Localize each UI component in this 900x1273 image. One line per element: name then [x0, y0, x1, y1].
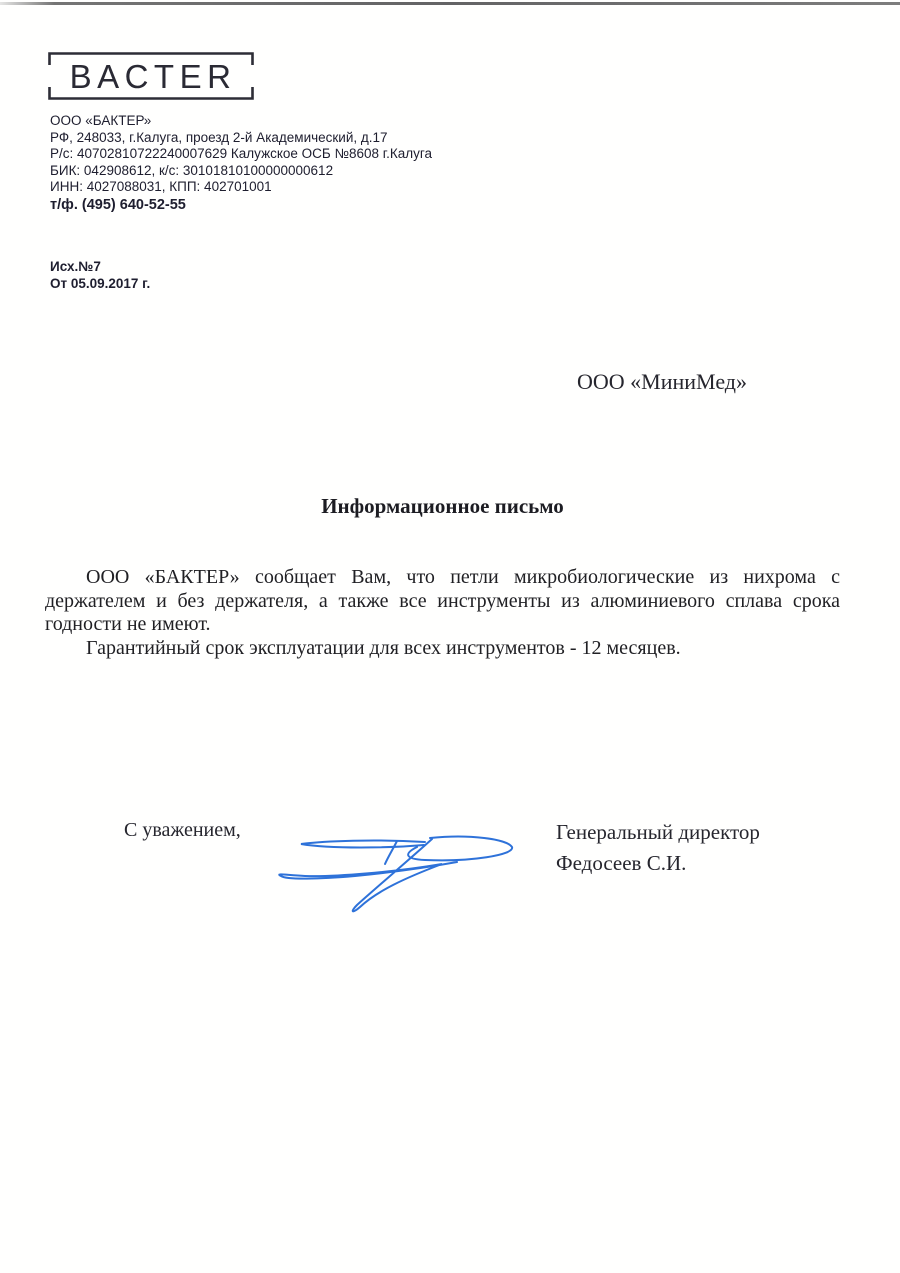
- company-info-block: [50, 113, 432, 214]
- body-line: Гарантийный срок эксплуатации для всех инструментов - 12 месяцев.: [86, 636, 681, 659]
- company-phone-line: т/ф. (495) 640-52-55: [50, 196, 186, 213]
- signer-block: [556, 817, 760, 879]
- letter-title: Информационное письмо: [321, 494, 564, 518]
- closing-salutation: С уважением,: [124, 819, 241, 841]
- body-line: держателем и без держателя, а также все инструменты из алюминиевого сплава срока: [45, 589, 840, 612]
- scan-artifact-line: [0, 2, 900, 5]
- signer-title: Генеральный директор: [556, 820, 760, 844]
- body-line: годности не имеют.: [45, 613, 211, 636]
- company-name-line: ООО «БАКТЕР»: [50, 113, 152, 128]
- signature-strokes: [279, 837, 512, 912]
- company-bik-line: БИК: 042908612, к/с: 30101810100000000612: [50, 162, 334, 178]
- signer-name: Федосеев С.И.: [556, 851, 687, 875]
- reference-date: От 05.09.2017 г.: [50, 276, 151, 291]
- body-line: ООО «БАКТЕР» сообщает Вам, что петли микробиологические из нихрома с: [86, 566, 840, 588]
- company-address-line: РФ, 248033, г.Калуга, проезд 2-й Академический, д.17: [50, 129, 388, 145]
- letter-body: [45, 566, 840, 660]
- company-inn-line: ИНН: 4027088031, КПП: 402701001: [50, 179, 272, 195]
- reference-block: [50, 258, 150, 292]
- signature-image: [275, 831, 520, 916]
- bacter-logo: [48, 52, 254, 100]
- reference-number: Исх.№7: [50, 259, 101, 274]
- logo-text: BACTER: [69, 58, 237, 95]
- recipient-name: ООО «МиниМед»: [577, 369, 747, 394]
- company-account-line: Р/с: 40702810722240007629 Калужское ОСБ №8608 г.Калуга: [50, 146, 432, 162]
